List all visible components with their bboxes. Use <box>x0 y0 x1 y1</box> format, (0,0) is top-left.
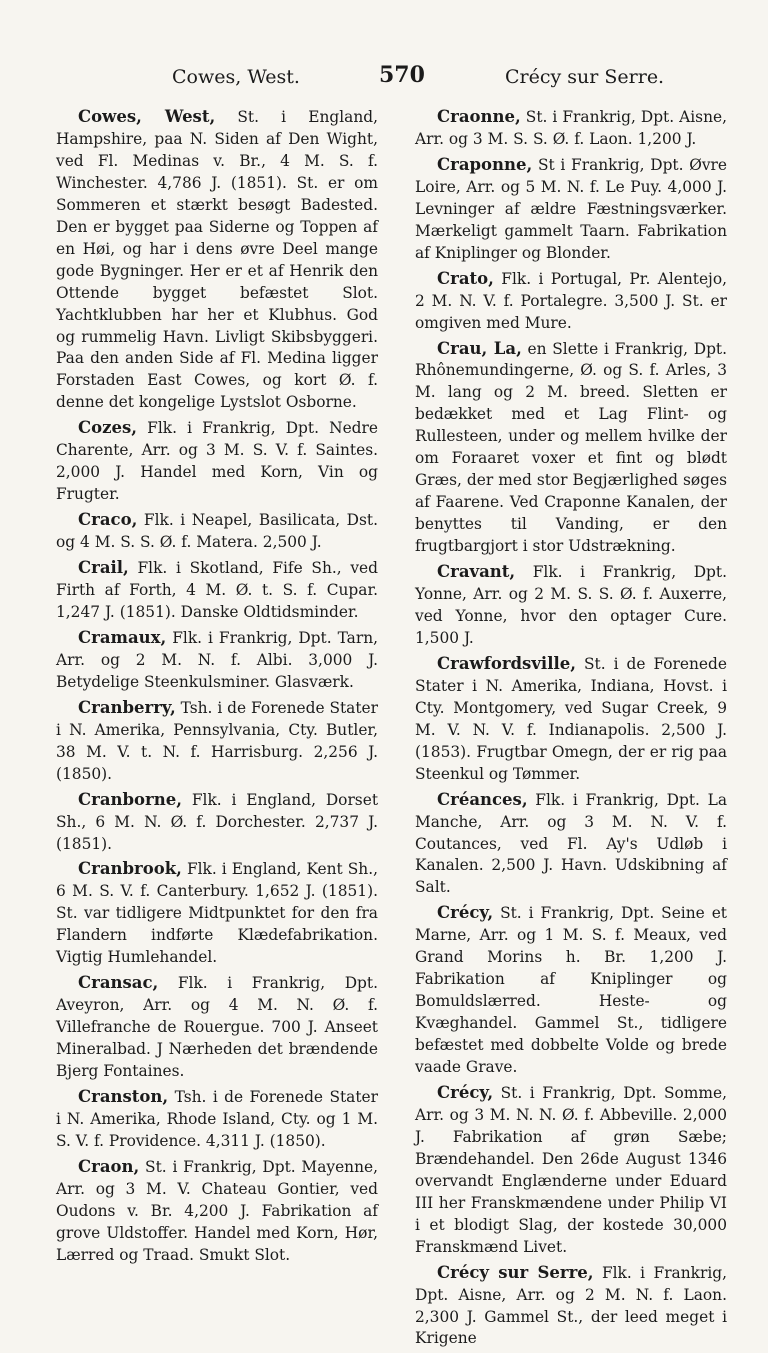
entry <box>415 653 727 786</box>
entry <box>56 1086 378 1153</box>
headword: Crail, <box>78 558 129 578</box>
entry <box>415 268 727 335</box>
headword: Craon, <box>78 1156 140 1176</box>
headword: Cranborne, <box>78 789 182 809</box>
entry <box>415 902 727 1079</box>
headword: Crécy sur Serre, <box>437 1262 594 1282</box>
headword: Cravant, <box>437 562 516 582</box>
entry-text: St i Frankrig, Dpt. Øvre Loire, Arr. og 5 M. N. f. Le Puy. 4,000 J. Levninger af ældre Fæstningsværker. Mærkeligt gammelt Taarn. Fabrikation af Kniplinger og Blonder. <box>415 155 727 262</box>
headword: Créances, <box>437 789 528 809</box>
entry-text: St. i England, Hampshire, paa N. Siden af Den Wight, ved Fl. Medinas v. Br., 4 M. S. f. Winchester. 4,786 J. (1851). St. er om Sommeren et stærkt besøgt Badested. Den er bygget paa Siderne og Toppen af en Høi, og har i dens øvre Deel mange gode Bygninger. Her er et af Henrik den Ottende bygget befæstet Slot. Yachtklubben har her et Klubhus. God og rummelig Havn. Livligt Skibsbyggeri. Paa den anden Side af Fl. Medina ligger Forstaden East Cowes, og kort Ø. f. denne det kongelige Lystslot Osborne. <box>56 108 378 412</box>
entry <box>415 1262 727 1351</box>
entry <box>415 338 727 559</box>
headword: Crato, <box>437 268 494 288</box>
entry <box>56 509 378 554</box>
entry <box>415 789 727 900</box>
header-left-catchword: Cowes, West. <box>172 66 300 88</box>
entry <box>56 106 378 414</box>
entry <box>415 561 727 650</box>
headword: Cowes, West, <box>78 107 216 126</box>
entry <box>56 417 378 506</box>
entry-text: Flk. i Frankrig, Dpt. Aisne, Arr. og 2 M. N. f. Laon. 2,300 J. Gammel St., der leed meget i Krigene <box>415 1263 727 1348</box>
entry-text: Flk. i Portugal, Pr. Alentejo, 2 M. N. V. f. Portalegre. 3,500 J. St. er omgiven med Mure. <box>415 269 727 332</box>
running-head <box>0 62 768 96</box>
entry-text: St. i Frankrig, Dpt. Mayenne, Arr. og 3 M. V. Chateau Gontier, ved Oudons v. Br. 4,200 J. Fabrikation af grove Uldstoffer. Handel med Korn, Hør, Lærred og Traad. Smukt Slot. <box>56 1157 378 1264</box>
headword: Craco, <box>78 510 138 530</box>
entry-text: Flk. i Frankrig, Dpt. Tarn, Arr. og 2 M. N. f. Albi. 3,000 J. Betydelige Steenkulsminer. Glasværk. <box>56 628 378 691</box>
right-column <box>415 106 727 1353</box>
page-number: 570 <box>379 62 425 88</box>
entry <box>56 858 378 969</box>
entry-text: Flk. i Frankrig, Dpt. Nedre Charente, Arr. og 3 M. S. V. f. Saintes. 2,000 J. Handel med Korn, Vin og Frugter. <box>56 419 378 504</box>
headword: Crécy, <box>437 903 494 923</box>
headword: Craonne, <box>437 107 521 126</box>
headword: Crau, La, <box>437 338 522 358</box>
headword: Crawfordsville, <box>437 653 576 673</box>
headword: Crécy, <box>437 1082 494 1102</box>
entry <box>415 1082 727 1259</box>
entry <box>56 972 378 1083</box>
entry <box>56 557 378 624</box>
headword: Cranbrook, <box>78 859 182 879</box>
headword: Cranston, <box>78 1086 169 1106</box>
entry-text: en Slette i Frankrig, Dpt. Rhônemundingerne, Ø. og S. f. Arles, 3 M. lang og 2 M. breed. Sletten er bedækket med et Lag Flint- og Rullesteen, under og mellem hvilke der om Foraaret voxer et fint og blødt Græs, der med stor Begjærlighed søges af Faarene. Ved Craponne Kanalen, der benyttes til Vanding, er den frugtbargjort i stor Udstrækning. <box>415 339 728 556</box>
entry-text: Tsh. i de Forenede Stater i N. Amerika, Rhode Island, Cty. og 1 M. S. V. f. Providence. 4,311 J. (1850). <box>56 1087 378 1150</box>
entry-text: St. i Frankrig, Dpt. Aisne, Arr. og 3 M. S. S. Ø. f. Laon. 1,200 J. <box>415 108 727 148</box>
entry-text: Flk. i Skotland, Fife Sh., ved Firth af Forth, 4 M. Ø. t. S. f. Cupar. 1,247 J. (1851). Danske Oldtidsminder. <box>56 559 378 621</box>
header-right-catchword: Crécy sur Serre. <box>505 66 665 88</box>
entry <box>56 627 378 694</box>
entry-text: Flk. i Frankrig, Dpt. La Manche, Arr. og 3 M. N. V. f. Coutances, ved Fl. Ay's Udløb i Kanalen. 2,500 J. Havn. Udskibning af Salt. <box>415 790 727 897</box>
entry <box>56 697 378 786</box>
entry-text: Flk. i England, Dorset Sh., 6 M. N. Ø. f. Dorchester. 2,737 J. (1851). <box>56 790 378 853</box>
entry <box>415 106 727 151</box>
entry-text: St. i de Forenede Stater i N. Amerika, Indiana, Hovst. i Cty. Montgomery, ved Sugar Creek, 9 M. V. N. V. f. Indianapolis. 2,500 J. (1853). Frugtbar Omegn, der er rig paa Steenkul og Tømmer. <box>415 654 727 783</box>
entry-text: Flk. i Frankrig, Dpt. Aveyron, Arr. og 4 M. N. Ø. f. Villefranche de Rouergue. 700 J. Anseet Mineralbad. J Nærheden det brændende Bjerg Fontaines. <box>56 974 378 1081</box>
entry-text: St. i Frankrig, Dpt. Somme, Arr. og 3 M. N. N. Ø. f. Abbeville. 2,000 J. Fabrikation af grøn Sæbe; Brændehandel. Den 26de August 1346 overvandt Englænderne under Eduard III her Franskmændene under Philip VI i et blodigt Slag, der kostede 30,000 Franskmænd Livet. <box>415 1083 727 1256</box>
headword: Cramaux, <box>78 627 167 647</box>
entry <box>56 789 378 856</box>
headword: Cranberry, <box>78 697 176 717</box>
left-column <box>56 106 378 1270</box>
headword: Craponne, <box>437 154 533 174</box>
entry <box>56 1156 378 1267</box>
entry-text: St. i Frankrig, Dpt. Seine et Marne, Arr. og 1 M. S. f. Meaux, ved Grand Morins h. Br. 1,200 J. Fabrikation af Kniplinger og Bomuldslærred. Heste- og Kvæghandel. Gammel St., tidligere befæstet med dobbelte Volde og brede vaade Grave. <box>415 904 727 1077</box>
entry <box>415 154 727 265</box>
headword: Cozes, <box>78 418 138 438</box>
entry-text: Tsh. i de Forenede Stater i N. Amerika, Pennsylvania, Cty. Butler, 38 M. V. t. N. f. Harrisburg. 2,256 J. (1850). <box>56 698 378 783</box>
entry-text: Flk. i England, Kent Sh., 6 M. S. V. f. Canterbury. 1,652 J. (1851). St. var tidligere Midtpunktet for den fra Flandern indførte Klædefabrikation. Vigtig Humlehandel. <box>56 860 378 967</box>
entry-text: Flk. i Neapel, Basilicata, Dst. og 4 M. S. S. Ø. f. Matera. 2,500 J. <box>56 511 378 552</box>
entry-text: Flk. i Frankrig, Dpt. Yonne, Arr. og 2 M. S. S. Ø. f. Auxerre, ved Yonne, hvor den optager Cure. 1,500 J. <box>415 563 727 647</box>
headword: Cransac, <box>78 973 159 993</box>
